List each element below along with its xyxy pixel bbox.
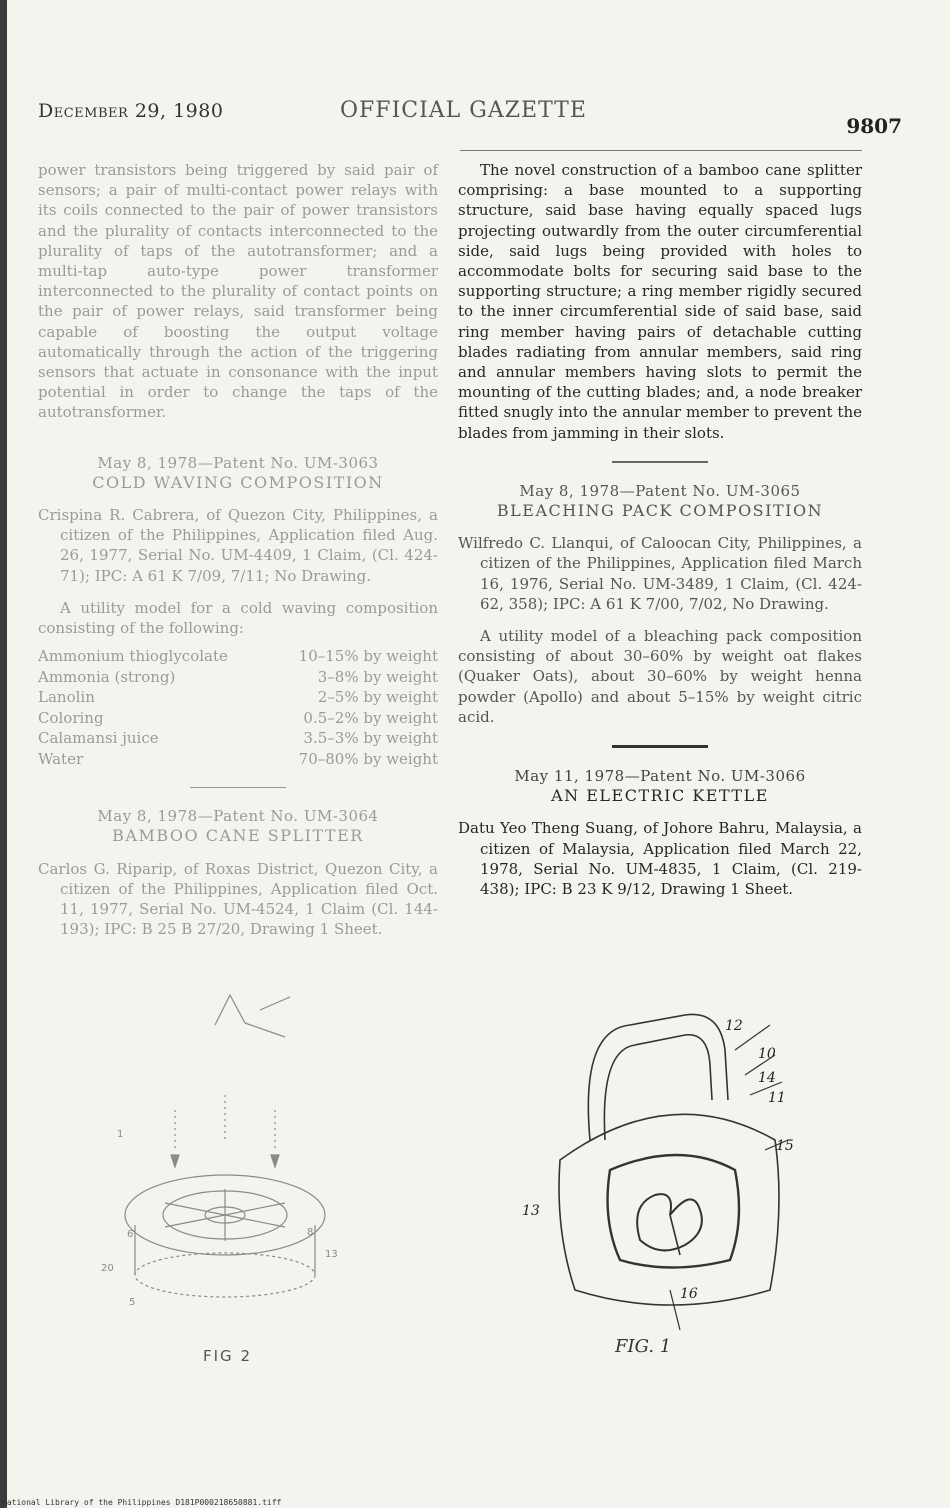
figure-label: 5 [129, 1297, 136, 1308]
separator [612, 745, 708, 748]
header-title: OFFICIAL GAZETTE [340, 98, 587, 123]
kettle-handle-inner [604, 1035, 712, 1140]
ingredient-name: Ammonia (strong) [38, 667, 176, 686]
blade-arm [245, 1023, 285, 1037]
kettle-body [559, 1114, 779, 1305]
title-3065: BLEACHING PACK COMPOSITION [496, 501, 824, 521]
title-3066: AN ELECTRIC KETTLE [551, 786, 769, 806]
ingredient-name: Coloring [38, 708, 104, 727]
splitter-claim: The novel construction of a bamboo cane splitter comprising: a base mounted to a supporting structure, said base having equally spaced lugs projecting outwardly from the outer circumferential side, said lugs being provided with holes to accommodate bolts for securing said base to the supporting structure; a ring member rigidly secured to the inner circumferential side of said base, said ring member having pairs of detachable cutting blades radiating from annular members, said ring and annular members having slots to permit the mounting of the cutting blades; and, a node breaker fitted snugly into the annular member to prevent the blades from jamming in their slots. [458, 161, 862, 442]
figure-label: 16 [680, 1286, 698, 1302]
ingredient-row [38, 646, 438, 667]
ingredient-name: Calamansi juice [38, 729, 159, 748]
ingredient-name: Ammonium thioglycolate [38, 647, 228, 666]
separator [612, 461, 708, 463]
ingredients-table [38, 646, 438, 769]
applicant-3066: Datu Yeo Theng Suang, of Johore Bahru, Malaysia, a citizen of Malaysia, Application filed March 22, 1978, Serial No. UM-4835, 1 Claim, (Cl. 219-438); IPC: B 23 K 9/12, Drawing 1 Sheet. [458, 819, 862, 899]
blade-top [215, 995, 245, 1025]
ingredient-amount: 3.5–3% by weight [303, 729, 438, 748]
patent-line-3063: May 8, 1978—Patent No. UM-3063 [97, 453, 379, 472]
applicant-3064: Carlos G. Riparip, of Roxas District, Quezon City, a citizen of the Philippines, Application filed Oct. 11, 1977, Serial No. UM-4524, 1 Claim (Cl. 144-193); IPC: B 25 B 27/20, Drawing 1 Sheet. [38, 859, 438, 939]
figure-label: 8 [307, 1227, 314, 1238]
continuation-text: power transistors being triggered by said pair of sensors; a pair of multi-contact power relays with its coils connected to the pair of power transistors and the plurality of contacts interconnected to the plurality of taps of the autotransformer; and a multi-tap auto-type power transformer interconnected to the plurality of contact points on the pair of power relays, said transformer being capable of boosting the output voltage automatically through the action of the triggering sensors that actuate in consonance with the input potential in order to change the taps of the autotransformer. [38, 161, 438, 422]
applicant-3063: Crispina R. Cabrera, of Quezon City, Philippines, a citizen of the Philippines, Application filed Aug. 26, 1977, Serial No. UM-4409, 1 Claim, (Cl. 424-71); IPC: A 61 K 7/09, 7/11; No Drawing. [38, 506, 438, 585]
left-column [38, 160, 438, 939]
title-3063: COLD WAVING COMPOSITION [92, 472, 384, 492]
figure-label: 10 [758, 1046, 776, 1062]
figure-label: 13 [522, 1203, 540, 1219]
ingredient-amount: 2–5% by weight [317, 688, 438, 707]
electric-kettle-figure [520, 990, 820, 1360]
ingredient-row [38, 728, 438, 749]
blade-arm [260, 997, 290, 1010]
separator [190, 787, 286, 788]
ingredient-amount: 10–15% by weight [298, 647, 438, 666]
figure-label: 20 [101, 1263, 114, 1274]
leader-line [670, 1290, 680, 1330]
title-3064: BAMBOO CANE SPLITTER [112, 826, 364, 846]
ingredient-row [38, 667, 438, 688]
ingredient-amount: 3–8% by weight [317, 667, 438, 686]
header-date: December 29, 1980 [38, 100, 224, 122]
heating-element [637, 1194, 702, 1250]
patent-line-3066: May 11, 1978—Patent No. UM-3066 [514, 767, 806, 786]
figure-label: 12 [725, 1018, 743, 1034]
ingredient-row [38, 708, 438, 729]
figure-label: 14 [758, 1070, 776, 1086]
kettle-handle [588, 1014, 728, 1140]
patent-line-3065: May 8, 1978—Patent No. UM-3065 [519, 481, 801, 500]
fig-1-caption: FIG. 1 [615, 1336, 672, 1357]
page-number: 9807 [846, 114, 902, 138]
figure-label: 11 [768, 1090, 786, 1106]
claim-3063: A utility model for a cold waving composition consisting of the following: [38, 598, 438, 638]
figure-label: 15 [776, 1138, 794, 1154]
page-edge [0, 0, 7, 1508]
ingredient-row [38, 749, 438, 770]
arrow-heads [171, 1155, 279, 1167]
bamboo-splitter-figure [95, 975, 365, 1375]
ingredient-name: Water [38, 749, 84, 768]
ingredient-amount: 70–80% by weight [298, 749, 438, 768]
patent-line-3064: May 8, 1978—Patent No. UM-3064 [97, 807, 379, 826]
scan-footer: National Library of the Philippines D181P000218650881.tiff [2, 1498, 282, 1507]
figure-label: 13 [325, 1249, 338, 1260]
ingredient-amount: 0.5–2% by weight [303, 708, 438, 727]
base-bottom [135, 1253, 315, 1297]
figure-label: 1 [117, 1129, 124, 1140]
ingredient-name: Lanolin [38, 688, 95, 707]
guide-lines [175, 1095, 275, 1150]
right-column [458, 160, 862, 899]
applicant-3065: Wilfredo C. Llanqui, of Caloocan City, Philippines, a citizen of the Philippines, Application filed March 16, 1976, Serial No. UM-3489, 1 Claim, (Cl. 424-62, 358); IPC: A 61 K 7/00, 7/02, No Drawing. [458, 534, 862, 613]
claim-3065: A utility model of a bleaching pack composition consisting of about 30–60% by weight oat flakes (Quaker Oats), about 30–60% by weight henna powder (Apollo) and about 5–15% by weight citric acid. [458, 627, 862, 726]
header-rule [460, 150, 862, 151]
ingredient-row [38, 687, 438, 708]
fig-2-caption: FIG 2 [203, 1347, 252, 1365]
figure-label: 6 [127, 1229, 134, 1240]
page-header [38, 96, 902, 138]
